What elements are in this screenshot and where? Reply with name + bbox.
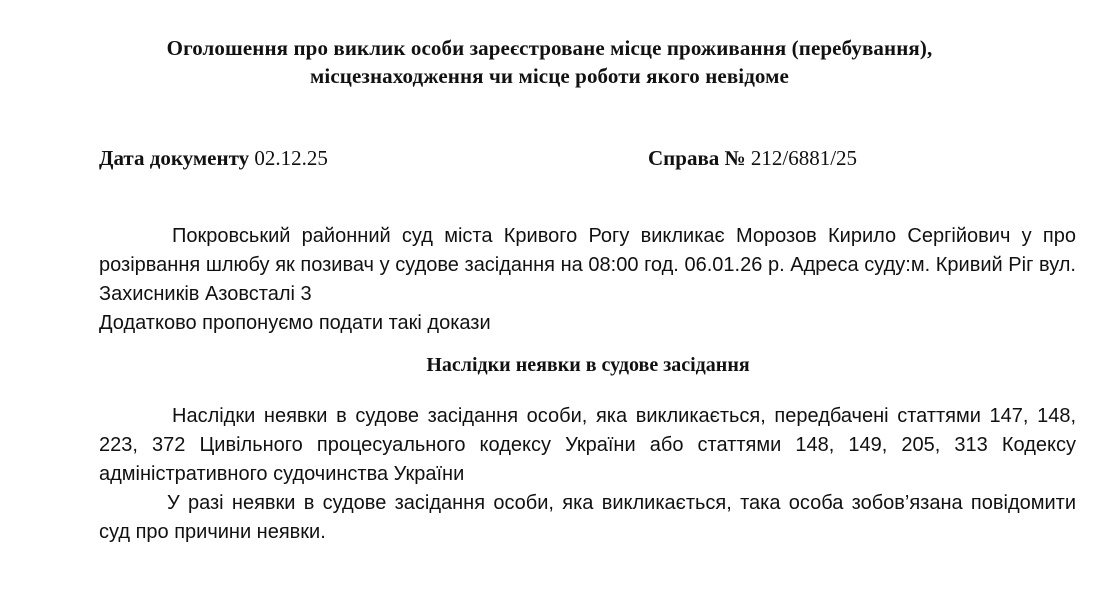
title-line-1: Оголошення про виклик особи зареєстроване місце проживання (перебування), — [166, 36, 933, 60]
date-value: 02.12.25 — [254, 146, 328, 170]
case-value: 212/6881/25 — [750, 146, 858, 170]
date-label: Дата документу — [99, 146, 250, 170]
consequences-section — [99, 402, 1076, 547]
document-date — [99, 144, 328, 172]
case-label: Справа № — [648, 146, 746, 170]
case-number — [648, 144, 857, 172]
title-line-2: місцезнаходження чи місце роботи якого невідоме — [310, 64, 789, 88]
summons-paragraph — [99, 222, 1076, 338]
document-meta — [99, 144, 1079, 172]
consequences-heading: Наслідки неявки в судове засідання — [426, 354, 750, 376]
summons-text: Покровський районний суд міста Кривого Рогу викликає Морозов Кирило Сергійович у про розірвання шлюбу як позивач у судове засідання на 08:00 год. 06.01.26 р. Адреса суду:м. Кривий Ріг вул. Захисників Азовсталі 3 — [99, 225, 1076, 305]
obligation-paragraph: У разі неявки в судове засідання особи, яка викликається, така особа зобов’язана повідомити суд про причини неявки. — [99, 492, 1076, 543]
consequences-paragraph: Наслідки неявки в судове засідання особи, яка викликається, передбачені статтями 147, 148, 223, 372 Цивільного процесуального кодексу України або статтями 148, 149, 205, 313 Кодексу адміністративного судочинства України — [99, 405, 1076, 485]
document-title — [0, 34, 1099, 90]
additional-evidence-text: Додатково пропонуємо подати такі докази — [99, 312, 491, 334]
